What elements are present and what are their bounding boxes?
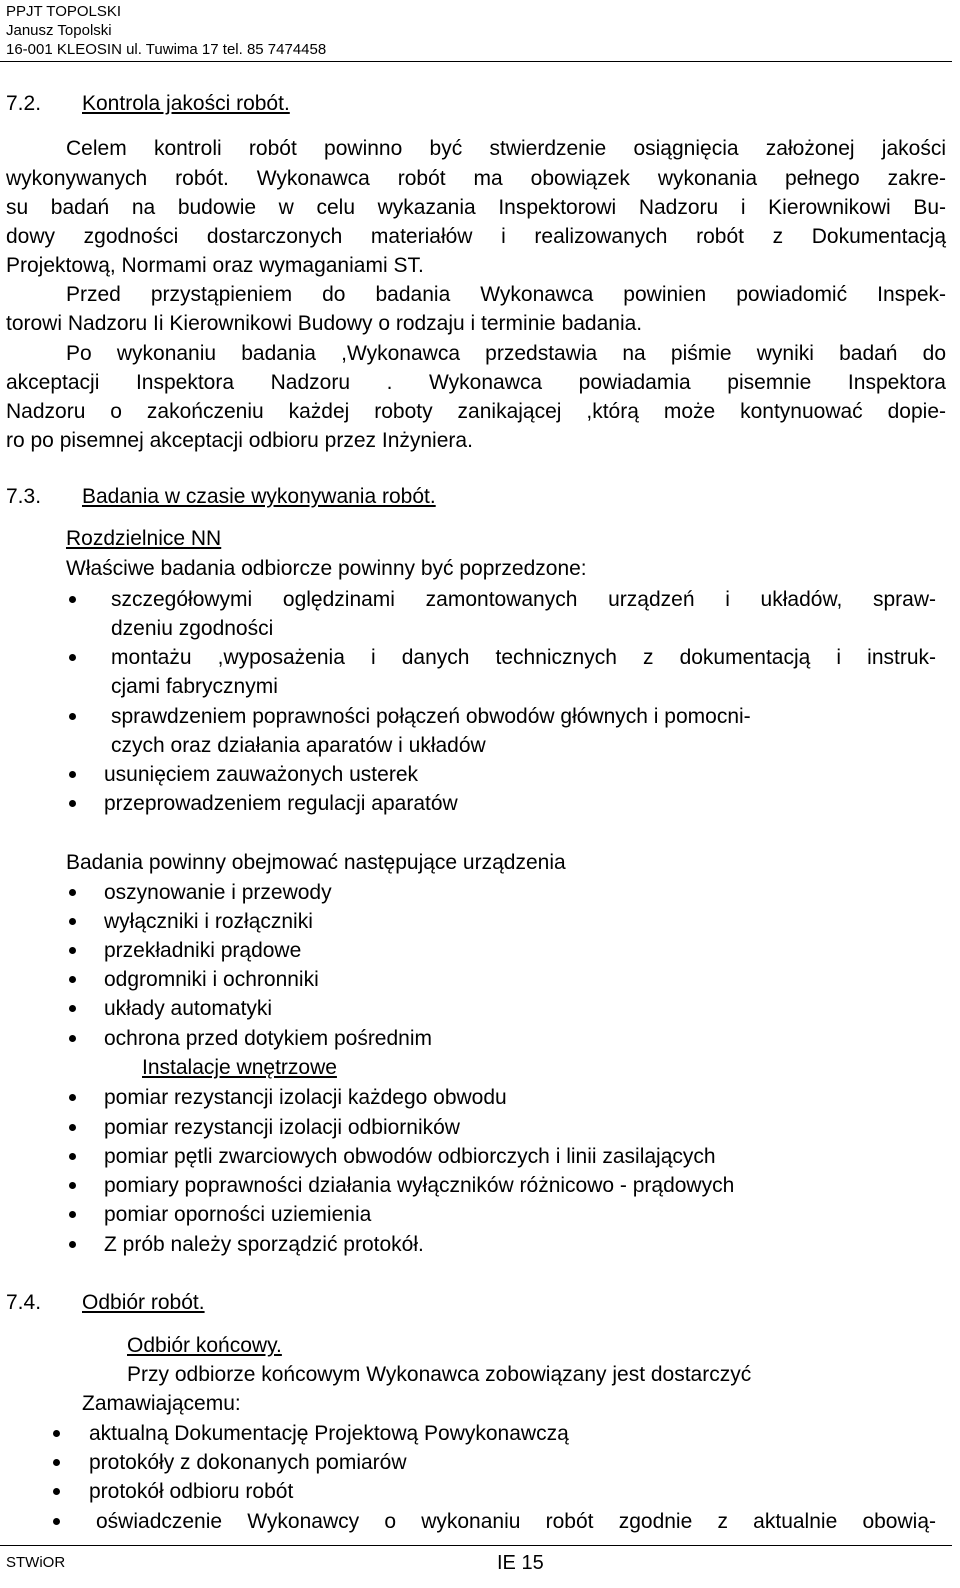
s74-item: aktualną Dokumentację Projektową Powykonawczą bbox=[89, 1422, 569, 1445]
bullet bbox=[69, 947, 76, 954]
header-owner: Janusz Topolski bbox=[6, 22, 112, 39]
s72-line-9: Nadzoru o zakończeniu każdej roboty zanikającej ,którą może kontynuować dopie- bbox=[6, 400, 946, 423]
footer-left: STWiOR bbox=[6, 1554, 66, 1571]
s72-line-10: ro po pisemnej akceptacji odbioru przez Inżyniera. bbox=[6, 429, 473, 452]
test-item: pomiar rezystancji izolacji odbiorników bbox=[104, 1116, 460, 1139]
s72-line-5: Przed przystąpieniem do badania Wykonawca powinien powiadomić Inspek- bbox=[66, 283, 946, 306]
test-item: pomiar pętli zwarciowych obwodów odbiorczych i linii zasilających bbox=[104, 1145, 716, 1168]
s73-bullet-3: usunięciem zauważonych usterek bbox=[104, 763, 418, 786]
section-7-4-number: 7.4. bbox=[6, 1291, 42, 1314]
bullet bbox=[69, 976, 76, 983]
s73-bullet-2-b: czych oraz działania aparatów i układów bbox=[111, 734, 486, 757]
bullet bbox=[69, 1182, 76, 1189]
s72-line-0: Celem kontroli robót powinno być stwierdzenie osiągnięcia założonej jakości bbox=[66, 137, 946, 160]
s74-intro-1: Przy odbiorze końcowym Wykonawca zobowiązany jest dostarczyć bbox=[127, 1363, 752, 1386]
bullet bbox=[53, 1430, 60, 1437]
bullet bbox=[69, 654, 76, 661]
device-item: odgromniki i ochronniki bbox=[104, 968, 319, 991]
s73-bullet-0-b: dzeniu zgodności bbox=[111, 617, 274, 640]
s72-line-8: akceptacji Inspektora Nadzoru . Wykonawca powiadamia pisemnie Inspektora bbox=[6, 371, 946, 394]
s73-bullet-2-a: sprawdzeniem poprawności połączeń obwodów głównych i pomocni- bbox=[111, 705, 751, 728]
s72-line-2: su badań na budowie w celu wykazania Inspektorowi Nadzoru i Kierownikowi Bu- bbox=[6, 196, 946, 219]
s72-line-4: Projektową, Normami oraz wymaganiami ST. bbox=[6, 254, 424, 277]
s74-item: oświadczenie Wykonawcy o wykonaniu robót zgodnie z aktualnie obowią- bbox=[96, 1510, 936, 1533]
test-item: pomiar rezystancji izolacji każdego obwodu bbox=[104, 1086, 507, 1109]
page-number: IE 15 bbox=[497, 1552, 544, 1574]
bullet bbox=[53, 1459, 60, 1466]
device-item: układy automatyki bbox=[104, 997, 273, 1020]
bullet bbox=[53, 1488, 60, 1495]
bullet bbox=[69, 1211, 76, 1218]
device-item: ochrona przed dotykiem pośrednim bbox=[104, 1027, 433, 1050]
section-7-2-number: 7.2. bbox=[6, 92, 42, 115]
s74-item: protokół odbioru robót bbox=[89, 1480, 294, 1503]
s72-line-7: Po wykonaniu badania ,Wykonawca przedstawia na piśmie wyniki badań do bbox=[66, 342, 946, 365]
device-item: przekładniki prądowe bbox=[104, 939, 302, 962]
bullet bbox=[53, 1518, 60, 1525]
bullet bbox=[69, 1153, 76, 1160]
test-item: pomiary poprawności działania wyłączników różnicowo - prądowych bbox=[104, 1174, 735, 1197]
bullet bbox=[69, 918, 76, 925]
section-7-3-title: Badania w czasie wykonywania robót. bbox=[82, 485, 436, 508]
subtitle-instalacje: Instalacje wnętrzowe bbox=[142, 1056, 337, 1079]
s73-bullet-0-a: szczegółowymi oględzinami zamontowanych urządzeń i układów, spraw- bbox=[111, 588, 936, 611]
s74-item: protokóły z dokonanych pomiarów bbox=[89, 1451, 407, 1474]
test-item: Z prób należy sporządzić protokół. bbox=[104, 1233, 424, 1256]
s73-bullet-4: przeprowadzeniem regulacji aparatów bbox=[104, 792, 458, 815]
bullet bbox=[69, 1035, 76, 1042]
footer-rule bbox=[0, 1545, 952, 1546]
bullet bbox=[69, 1094, 76, 1101]
bullet bbox=[69, 1124, 76, 1131]
subtitle-rozdzielnice: Rozdzielnice NN bbox=[66, 527, 222, 550]
s74-intro-2: Zamawiającemu: bbox=[82, 1392, 241, 1415]
device-item: oszynowanie i przewody bbox=[104, 881, 332, 904]
section-7-3-number: 7.3. bbox=[6, 485, 42, 508]
header-company: PPJT TOPOLSKI bbox=[6, 3, 122, 20]
subtitle-odbior-koncowy: Odbiór końcowy. bbox=[127, 1334, 282, 1357]
devices-intro: Badania powinny obejmować następujące urządzenia bbox=[66, 851, 566, 874]
header-rule bbox=[0, 61, 952, 62]
s73-bullet-1-b: cjami fabrycznymi bbox=[111, 675, 278, 698]
document-header bbox=[6, 2, 326, 59]
test-item: pomiar oporności uziemienia bbox=[104, 1203, 372, 1226]
bullet bbox=[69, 800, 76, 807]
s73-intro: Właściwe badania odbiorcze powinny być poprzedzone: bbox=[66, 557, 587, 580]
s72-line-6: torowi Nadzoru Ii Kierownikowi Budowy o rodzaju i terminie badania. bbox=[6, 312, 643, 335]
s73-bullet-1-a: montażu ,wyposażenia i danych technicznych z dokumentacją i instruk- bbox=[111, 646, 936, 669]
s72-line-1: wykonywanych robót. Wykonawca robót ma obowiązek wykonania pełnego zakre- bbox=[6, 167, 946, 190]
section-7-2-title: Kontrola jakości robót. bbox=[82, 92, 290, 115]
s72-line-3: dowy zgodności dostarczonych materiałów i realizowanych robót z Dokumentacją bbox=[6, 225, 946, 248]
bullet bbox=[69, 771, 76, 778]
bullet bbox=[69, 1005, 76, 1012]
bullet bbox=[69, 1241, 76, 1248]
device-item: wyłączniki i rozłączniki bbox=[104, 910, 313, 933]
bullet bbox=[69, 889, 76, 896]
bullet bbox=[69, 596, 76, 603]
bullet bbox=[69, 713, 76, 720]
header-address: 16-001 KLEOSIN ul. Tuwima 17 tel. 85 7474458 bbox=[6, 41, 327, 58]
section-7-4-title: Odbiór robót. bbox=[82, 1291, 205, 1314]
